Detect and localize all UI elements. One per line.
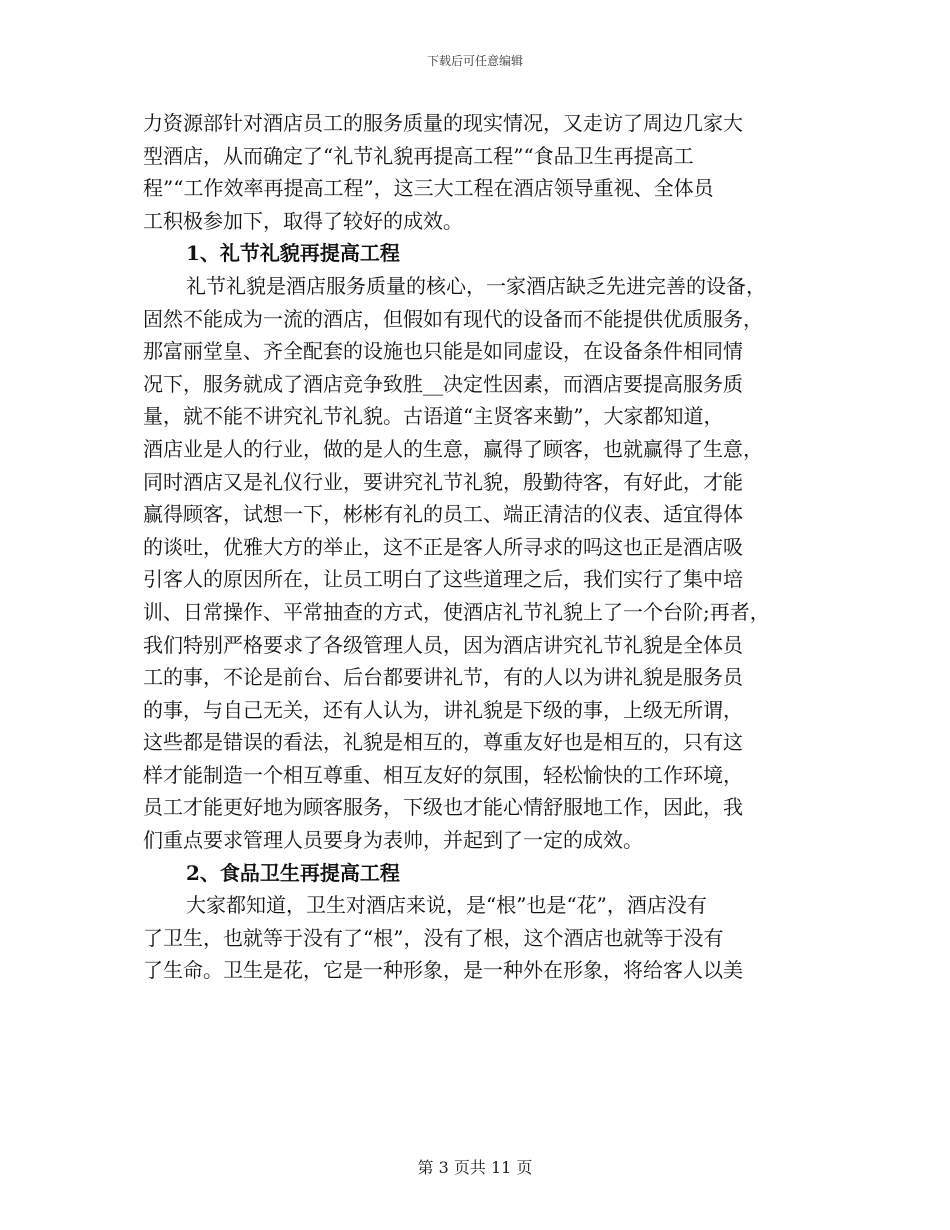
text-line: 同时酒店又是礼仪行业，要讲究礼节礼貌，殷勤待客，有好此，才能 bbox=[143, 469, 743, 494]
text-line: 样才能制造一个相互尊重、相互友好的氛围，轻松愉快的工作环境， bbox=[143, 762, 743, 787]
text-line: 固然不能成为一流的酒店，但假如有现代的设备而不能提供优质服务， bbox=[143, 306, 763, 331]
text-line: 我们特别严格要求了各级管理人员，因为酒店讲究礼节礼貌是全体员 bbox=[143, 632, 743, 657]
text-line: 训、日常操作、平常抽查的方式，使酒店礼节礼貌上了一个台阶;再者， bbox=[143, 599, 770, 624]
text-line: 量，就不能不讲究礼节礼貌。古语道“主贤客来勤”，大家都知道， bbox=[143, 404, 724, 429]
text-line: 程”“工作效率再提高工程”，这三大工程在酒店领导重视、全体员 bbox=[143, 176, 714, 201]
text-line: 了生命。卫生是花，它是一种形象，是一种外在形象，将给客人以美 bbox=[143, 958, 743, 983]
text-line: 引客人的原因所在，让员工明白了这些道理之后，我们实行了集中培 bbox=[143, 567, 743, 592]
text-line: 的事，与自己无关，还有人认为，讲礼貌是下级的事，上级无所谓， bbox=[143, 697, 743, 722]
page-header: 下载后可任意编辑 bbox=[426, 54, 523, 68]
paragraph-hygiene bbox=[143, 889, 808, 987]
text-line: 们重点要求管理人员要身为表帅，并起到了一定的成效。 bbox=[143, 828, 643, 853]
section-heading-2: 2、食品卫生再提高工程 bbox=[186, 860, 400, 885]
text-line: 赢得顾客，试想一下，彬彬有礼的员工、端正清洁的仪表、适宜得体 bbox=[143, 502, 743, 527]
text-line: 工的事，不论是前台、后台都要讲礼节，有的人以为讲礼貌是服务员 bbox=[143, 665, 743, 690]
text-line: 的谈吐，优雅大方的举止，这不正是客人所寻求的吗这也正是酒店吸 bbox=[143, 534, 743, 559]
text-line: 礼节礼貌是酒店服务质量的核心，一家酒店缺乏先进完善的设备， bbox=[186, 273, 766, 298]
text-line: 况下，服务就成了酒店竞争致胜__决定性因素，而酒店要提高服务质 bbox=[143, 371, 743, 396]
text-line: 工积极参加下，取得了较好的成效。 bbox=[143, 208, 463, 233]
text-line: 员工才能更好地为顾客服务，下级也才能心情舒服地工作，因此，我 bbox=[143, 795, 743, 820]
text-line: 大家都知道，卫生对酒店来说，是“根”也是“花”，酒店没有 bbox=[186, 893, 707, 918]
paragraph-intro bbox=[143, 107, 808, 237]
text-line: 了卫生，也就等于没有了“根”，没有了根，这个酒店也就等于没有 bbox=[143, 925, 724, 950]
document-body bbox=[143, 107, 808, 987]
text-line: 型酒店，从而确定了“礼节礼貌再提高工程”“食品卫生再提高工 bbox=[143, 143, 694, 168]
page-number: 第 3 页共 11 页 bbox=[417, 1158, 533, 1177]
section-heading-1: 1、礼节礼貌再提高工程 bbox=[186, 241, 400, 266]
text-line: 那富丽堂皇、齐全配套的设施也只能是如同虚设，在设备条件相同情 bbox=[143, 339, 743, 364]
paragraph-etiquette bbox=[143, 270, 808, 857]
text-line: 力资源部针对酒店员工的服务质量的现实情况，又走访了周边几家大 bbox=[143, 111, 743, 135]
text-line: 酒店业是人的行业，做的是人的生意，赢得了顾客，也就赢得了生意， bbox=[143, 436, 763, 461]
text-line: 这些都是错误的看法，礼貌是相互的，尊重友好也是相互的，只有这 bbox=[143, 730, 743, 755]
